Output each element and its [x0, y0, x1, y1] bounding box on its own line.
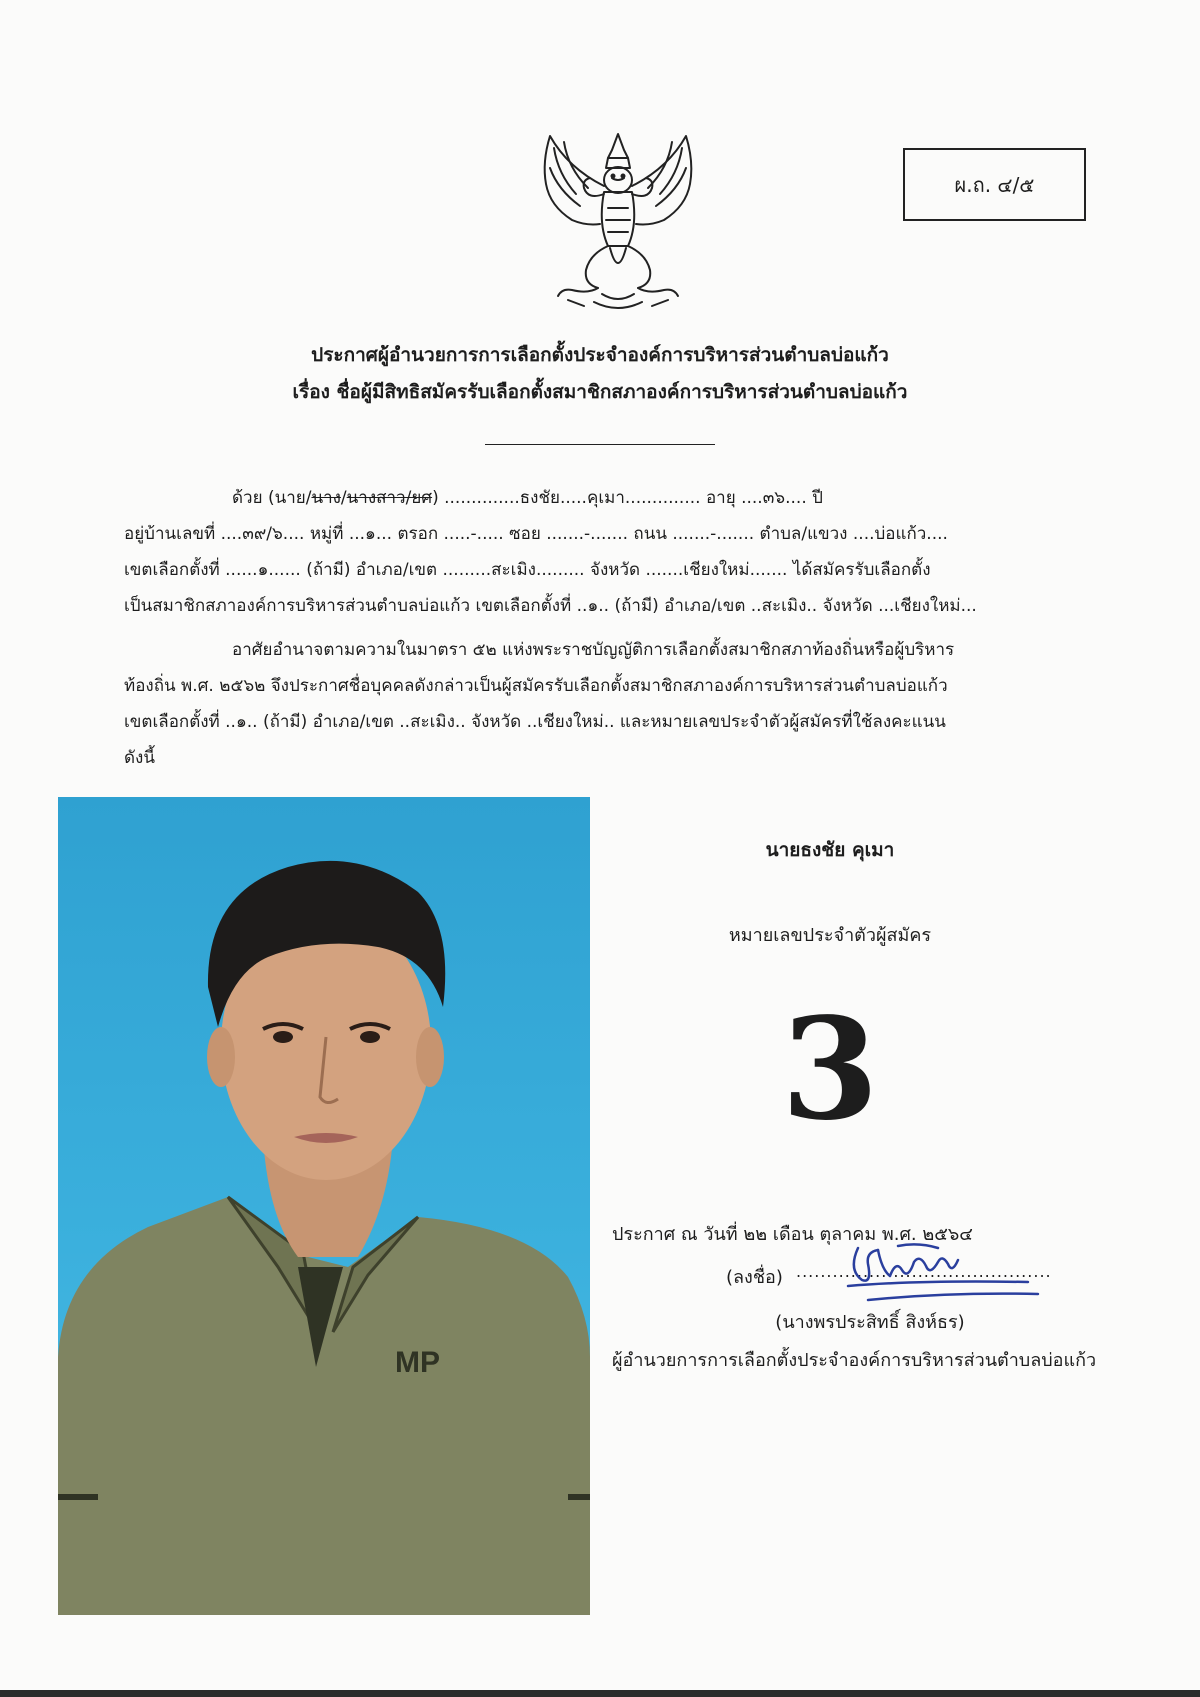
body-line-3: เขตเลือกตั้งที่ ......๑...... (ถ้ามี) อำเภอ/เขต .........สะเมิง......... จังหวัด .......เชียงใหม่....... ได้สมัครรับเลือกตั้ง [124, 560, 931, 580]
signature-line: .......................................... [796, 1262, 1052, 1281]
body-line-5: อาศัยอำนาจตามความในมาตรา ๕๒ แห่งพระราชบัญญัติการเลือกตั้งสมาชิกสภาท้องถิ่นหรือผู้บริหาร [232, 640, 955, 660]
body-line-1-tail: ) ..............ธงชัย.....คุเมา.............. อายุ ....๓๖.... ปี [432, 488, 823, 508]
body-line-6: ท้องถิ่น พ.ศ. ๒๕๖๒ จึงประกาศชื่อบุคคลดังกล่าวเป็นผู้สมัครรับเลือกตั้งสมาชิกสภาองค์การบริหารส่วนตำบลบ่อแก้ว [124, 676, 948, 696]
signature-label: (ลงชื่อ) [726, 1267, 783, 1288]
form-code-box [903, 148, 1086, 221]
body-line-4: เป็นสมาชิกสภาองค์การบริหารส่วนตำบลบ่อแก้ว เขตเลือกตั้งที่ ..๑.. (ถ้ามี) อำเภอ/เขต ..สะเมิง.. จังหวัด ...เชียงใหม่... [124, 596, 977, 616]
signer-position: ผู้อำนวยการการเลือกตั้งประจำองค์การบริหารส่วนตำบลบ่อแก้ว [612, 1350, 1097, 1371]
announcement-date: ประกาศ ณ วันที่ ๒๒ เดือน ตุลาคม พ.ศ. ๒๕๖๔ [612, 1224, 973, 1245]
body-line-7: เขตเลือกตั้งที่ ..๑.. (ถ้ามี) อำเภอ/เขต ..สะเมิง.. จังหวัด ..เชียงใหม่.. และหมายเลขประจำตัวผู้สมัครที่ใช้ลงคะแนน [124, 712, 946, 732]
shirt-logo: MP [395, 1346, 440, 1379]
candidate-number-label: หมายเลขประจำตัวผู้สมัคร [728, 925, 932, 946]
candidate-portrait-illustration [58, 797, 590, 1615]
signer-name: (นางพรประสิทธิ์ สิงห์ธร) [775, 1312, 965, 1333]
body-line-1-separator: / [340, 488, 347, 508]
candidate-photo [58, 797, 590, 1615]
form-code: ผ.ถ. ๔/๕ [954, 172, 1035, 197]
body-line-8: ดังนี้ [124, 748, 155, 768]
heading-divider [485, 444, 715, 445]
scan-bottom-edge [0, 1690, 1200, 1697]
heading-line-1: ประกาศผู้อำนวยการการเลือกตั้งประจำองค์การบริหารส่วนตำบลบ่อแก้ว [311, 344, 889, 366]
body-line-1 [232, 486, 823, 510]
heading-line-2: เรื่อง ชื่อผู้มีสิทธิสมัครรับเลือกตั้งสมาชิกสภาองค์การบริหารส่วนตำบลบ่อแก้ว [292, 381, 908, 403]
handwritten-signature [838, 1240, 1048, 1310]
body-line-2: อยู่บ้านเลขที่ ....๓๙/๖.... หมู่ที่ ...๑... ตรอก .....-..... ซอย .......-....... ถนน .......-....... ตำบล/แขวง ....บ่อแก้ว.... [124, 524, 948, 544]
body-line-1-lead: ด้วย (นาย/ [232, 488, 312, 508]
struck-title-miss-rank: นางสาว/ยศ [346, 488, 433, 508]
candidate-name: นายธงชัย คุเมา [765, 839, 895, 861]
garuda-emblem-icon [528, 128, 708, 314]
struck-title-mrs: นาง [311, 488, 341, 508]
candidate-number: 3 [781, 988, 879, 1152]
